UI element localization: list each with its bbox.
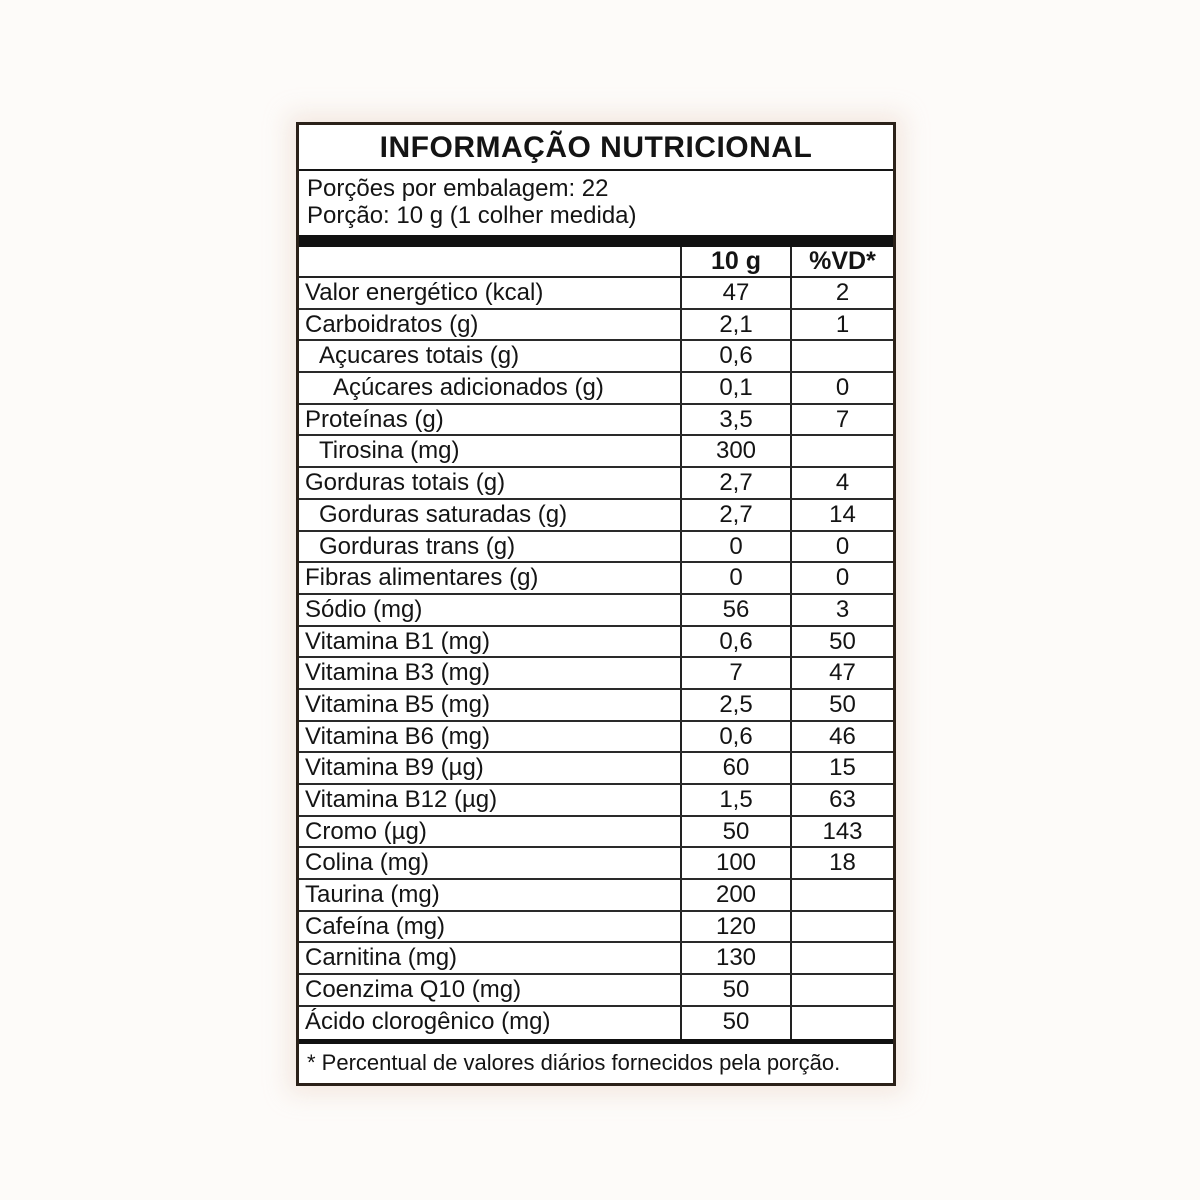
nutrient-name: Proteínas (g) (305, 405, 444, 433)
nutrient-amount: 200 (680, 880, 790, 910)
nutrient-amount: 2,7 (680, 468, 790, 498)
nutrient-daily-value (790, 341, 893, 371)
nutrient-amount: 300 (680, 436, 790, 466)
table-row (299, 753, 893, 785)
nutrient-name: Gorduras saturadas (g) (319, 500, 568, 528)
nutrient-name: Valor energético (kcal) (305, 279, 544, 306)
nutrient-amount: 50 (680, 975, 790, 1005)
nutrient-name: Carnitina (mg) (305, 944, 458, 972)
header-amount-column: 10 g (680, 247, 790, 276)
nutrient-name: Vitamina B3 (mg) (305, 659, 490, 687)
rows-container (299, 278, 893, 1039)
nutrient-amount: 0 (680, 532, 790, 562)
table-row (299, 405, 893, 437)
table-header-row (299, 247, 893, 278)
nutrient-amount: 0,1 (680, 373, 790, 403)
nutrient-name: Fibras alimentares (g) (305, 564, 539, 592)
nutrient-daily-value: 15 (790, 753, 893, 783)
table-row (299, 785, 893, 817)
nutrient-name: Colina (mg) (305, 849, 430, 877)
table-row (299, 912, 893, 944)
divider-bar (299, 235, 893, 247)
table-row (299, 943, 893, 975)
nutrient-name: Tirosina (mg) (319, 437, 460, 465)
table-row (299, 278, 893, 310)
nutrient-daily-value (790, 1007, 893, 1039)
nutrient-name: Cromo (µg) (305, 817, 427, 845)
nutrition-label (296, 122, 896, 1086)
nutrient-daily-value: 143 (790, 817, 893, 847)
nutrient-daily-value (790, 975, 893, 1005)
nutrient-daily-value: 0 (790, 532, 893, 562)
nutrient-amount: 0,6 (680, 722, 790, 752)
table-row (299, 880, 893, 912)
nutrient-daily-value (790, 436, 893, 466)
nutrient-daily-value: 46 (790, 722, 893, 752)
nutrient-daily-value: 4 (790, 468, 893, 498)
nutrient-name: Vitamina B6 (mg) (305, 722, 490, 750)
nutrient-daily-value: 63 (790, 785, 893, 815)
nutrient-amount: 7 (680, 658, 790, 688)
nutrient-daily-value: 14 (790, 500, 893, 530)
nutrient-name: Carboidratos (g) (305, 310, 479, 338)
nutrition-label-title: INFORMAÇÃO NUTRICIONAL (299, 125, 893, 171)
serving-info (299, 171, 893, 235)
portion-size: Porção: 10 g (1 colher medida) (307, 202, 637, 229)
nutrient-amount: 2,1 (680, 310, 790, 340)
nutrient-name: Gorduras totais (g) (305, 469, 506, 497)
nutrient-name: Ácido clorogênico (mg) (305, 1007, 551, 1035)
nutrient-daily-value: 2 (790, 278, 893, 308)
nutrient-name: Coenzima Q10 (mg) (305, 976, 522, 1004)
table-row (299, 532, 893, 564)
table-row (299, 658, 893, 690)
table-row (299, 373, 893, 405)
nutrient-daily-value (790, 943, 893, 973)
nutrient-amount: 60 (680, 753, 790, 783)
table-row (299, 341, 893, 373)
table-row (299, 627, 893, 659)
nutrient-name: Gorduras trans (g) (319, 532, 516, 560)
nutrient-daily-value (790, 912, 893, 942)
table-row (299, 690, 893, 722)
nutrient-name: Açucares totais (g) (319, 342, 520, 370)
nutrient-amount: 47 (680, 278, 790, 308)
nutrient-daily-value: 18 (790, 848, 893, 878)
table-row (299, 563, 893, 595)
nutrient-name: Taurina (mg) (305, 881, 440, 909)
table-row (299, 817, 893, 849)
nutrient-amount: 130 (680, 943, 790, 973)
nutrient-amount: 1,5 (680, 785, 790, 815)
nutrient-daily-value: 0 (790, 563, 893, 593)
nutrient-daily-value: 1 (790, 310, 893, 340)
daily-value-footnote: * Percentual de valores diários fornecidos pela porção. (299, 1039, 893, 1083)
nutrient-daily-value: 47 (790, 658, 893, 688)
nutrient-amount: 0 (680, 563, 790, 593)
header-label-spacer (299, 247, 680, 276)
table-row (299, 722, 893, 754)
nutrient-amount: 56 (680, 595, 790, 625)
nutrient-amount: 100 (680, 848, 790, 878)
table-row (299, 975, 893, 1007)
servings-per-package: Porções por embalagem: 22 (307, 175, 609, 202)
nutrient-name: Açúcares adicionados (g) (333, 374, 604, 402)
nutrient-name: Sódio (mg) (305, 595, 423, 623)
nutrient-daily-value: 50 (790, 627, 893, 657)
nutrient-name: Cafeína (mg) (305, 912, 446, 940)
table-row (299, 468, 893, 500)
nutrient-amount: 3,5 (680, 405, 790, 435)
nutrient-amount: 50 (680, 817, 790, 847)
nutrient-amount: 120 (680, 912, 790, 942)
nutrient-name: Vitamina B9 (µg) (305, 754, 484, 782)
table-row (299, 1007, 893, 1039)
nutrient-name: Vitamina B12 (µg) (305, 786, 498, 813)
nutrient-amount: 0,6 (680, 627, 790, 657)
nutrient-name: Vitamina B1 (mg) (305, 627, 490, 655)
nutrient-name: Vitamina B5 (mg) (305, 690, 490, 718)
nutrient-daily-value: 3 (790, 595, 893, 625)
nutrient-daily-value (790, 880, 893, 910)
table-row (299, 500, 893, 532)
table-row (299, 595, 893, 627)
nutrient-daily-value: 0 (790, 373, 893, 403)
nutrient-amount: 2,7 (680, 500, 790, 530)
nutrient-amount: 2,5 (680, 690, 790, 720)
table-row (299, 436, 893, 468)
nutrient-amount: 0,6 (680, 341, 790, 371)
table-row (299, 848, 893, 880)
nutrient-amount: 50 (680, 1007, 790, 1039)
nutrient-daily-value: 50 (790, 690, 893, 720)
header-dv-column: %VD* (790, 247, 893, 276)
table-row (299, 310, 893, 342)
nutrient-daily-value: 7 (790, 405, 893, 435)
